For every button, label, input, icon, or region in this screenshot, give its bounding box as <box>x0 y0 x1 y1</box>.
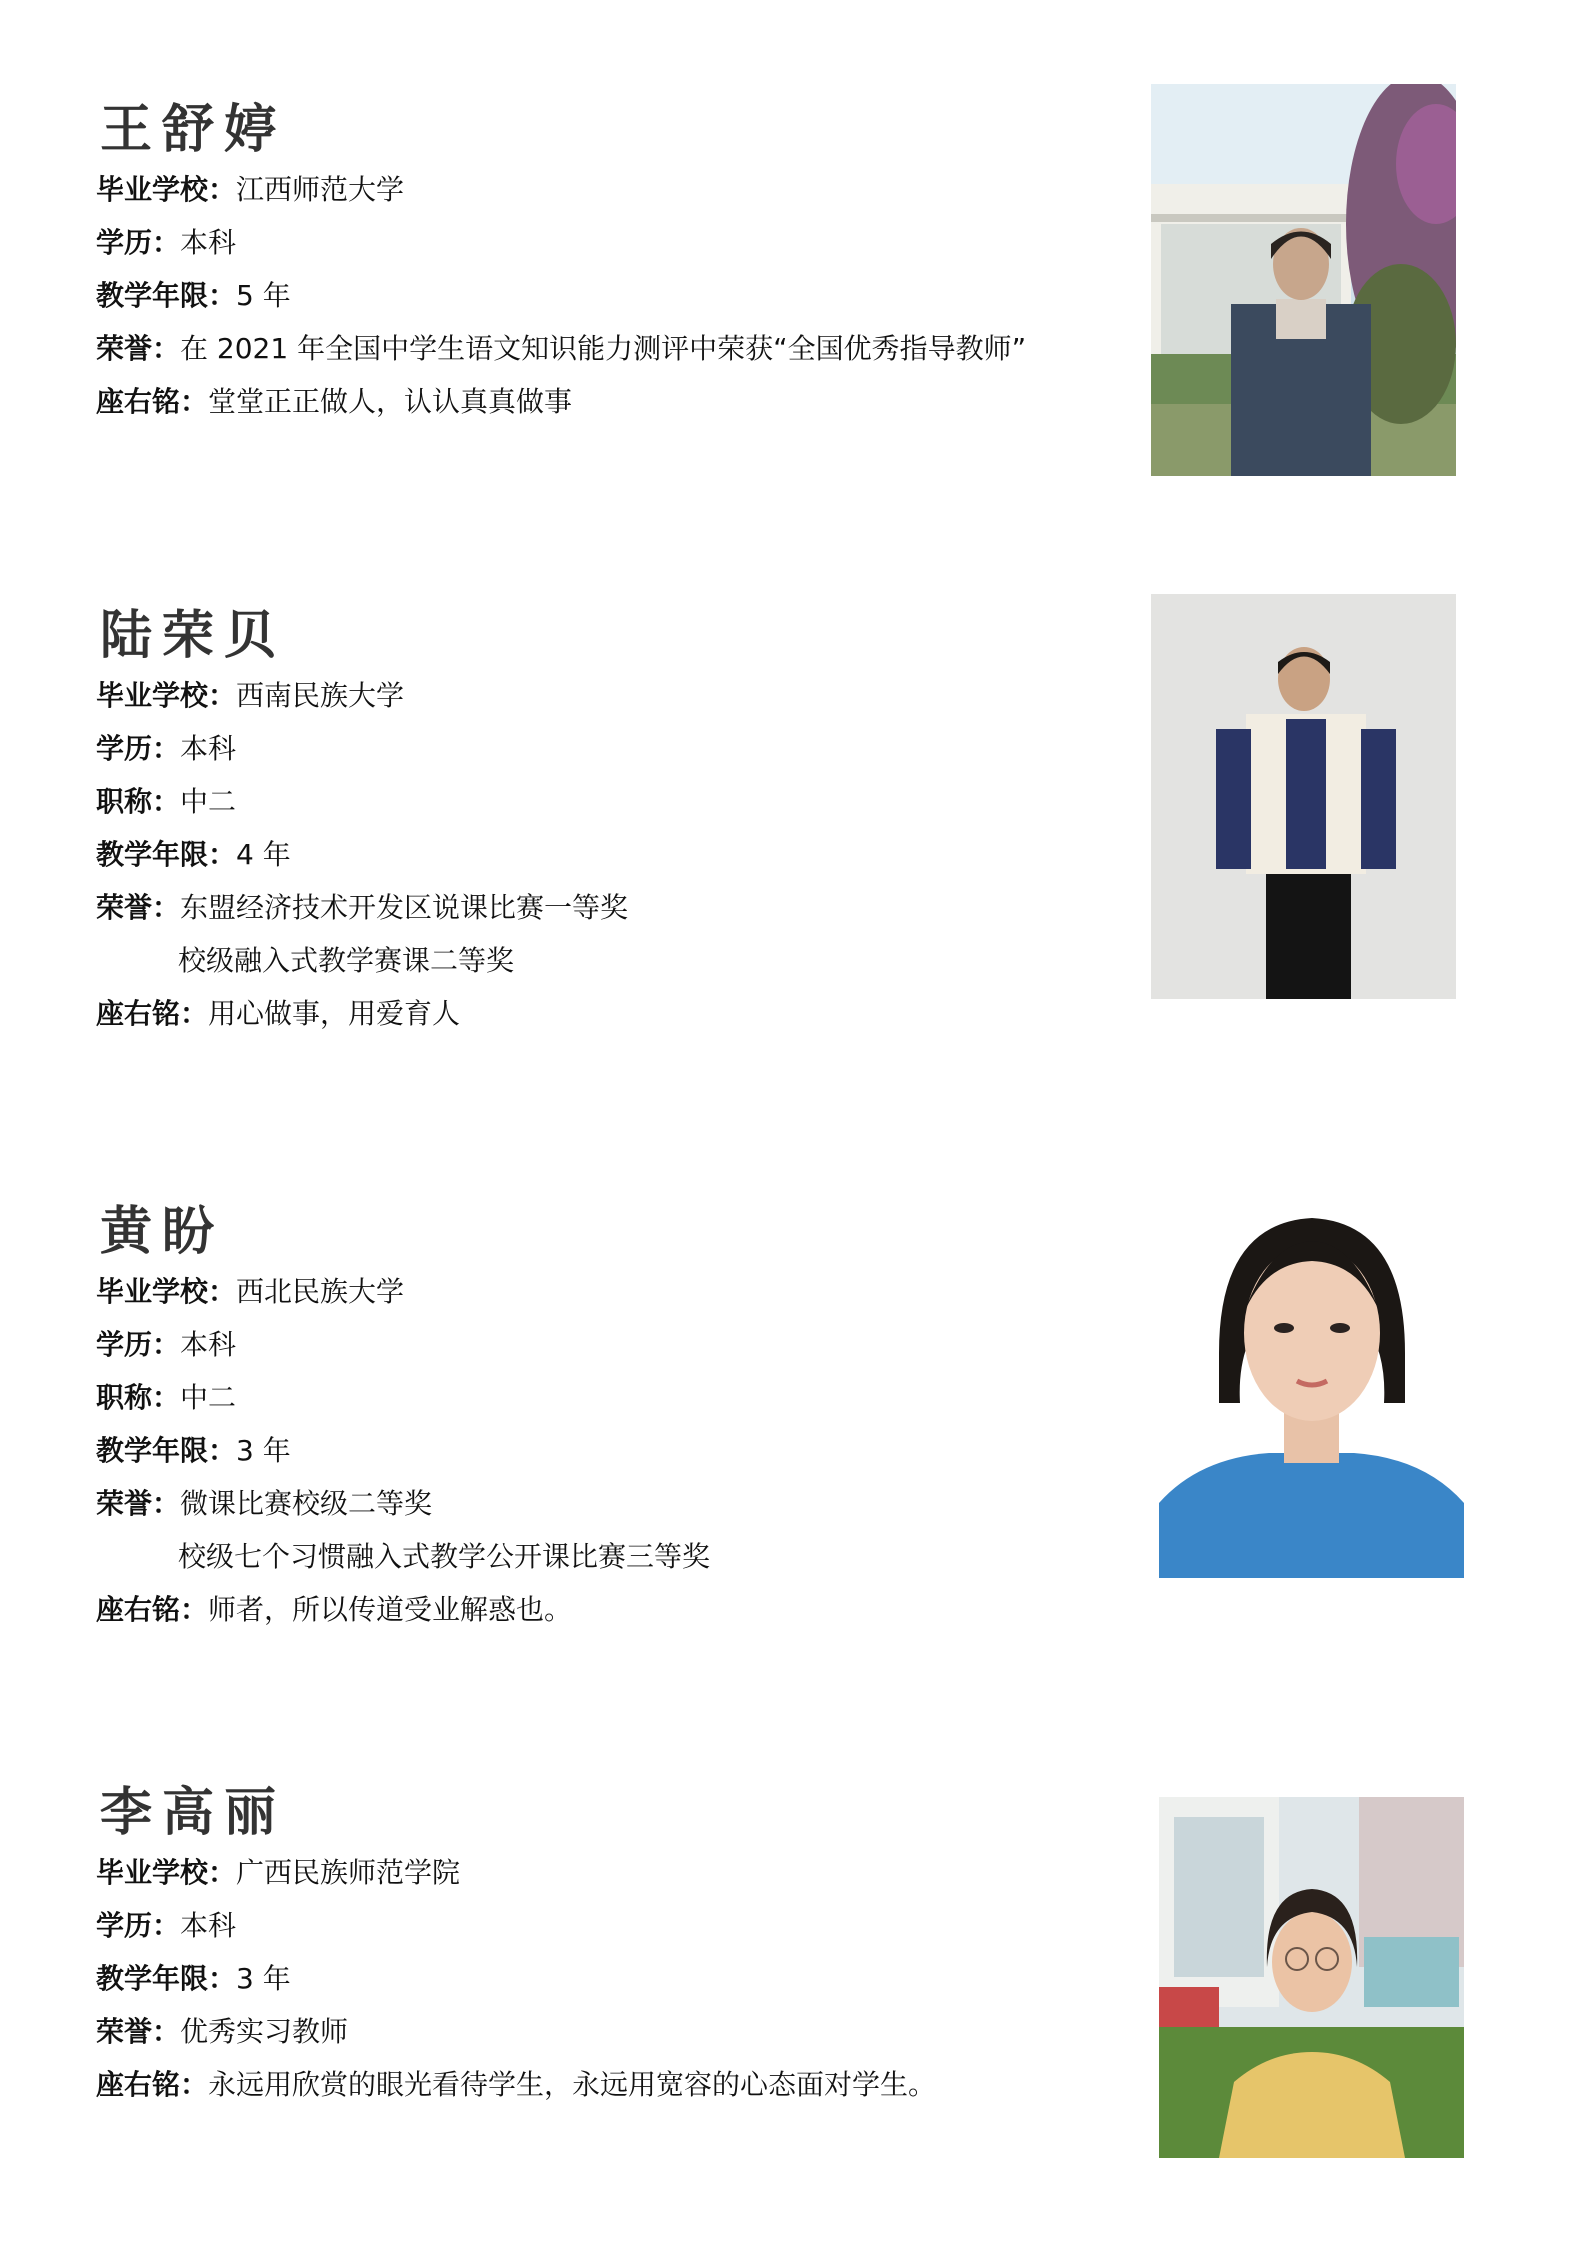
info-row-school: 毕业学校：广西民族师范学院 <box>96 1856 461 1889</box>
teacher-name: 王舒婷 <box>100 99 287 160</box>
info-row-honors: 荣誉：优秀实习教师 <box>96 2015 349 2048</box>
info-row-motto: 座右铭：用心做事，用爱育人 <box>96 997 461 1030</box>
info-row-honors-continued: 校级融入式教学赛课二等奖 <box>178 944 515 977</box>
info-row-years: 教学年限：5 年 <box>96 279 291 312</box>
info-row-degree: 学历：本科 <box>96 732 237 765</box>
info-row-motto: 座右铭：堂堂正正做人，认认真真做事 <box>96 385 573 418</box>
teacher-info <box>96 172 1026 437</box>
info-row-school: 毕业学校：江西师范大学 <box>96 173 405 206</box>
info-row-motto: 座右铭：师者，所以传道受业解惑也。 <box>96 1593 573 1626</box>
teacher-name: 李高丽 <box>100 1782 287 1843</box>
teacher-photo <box>1151 594 1456 999</box>
teacher-info <box>96 678 628 1049</box>
info-row-school: 毕业学校：西北民族大学 <box>96 1275 405 1308</box>
info-row-years: 教学年限：4 年 <box>96 838 291 871</box>
info-row-title: 职称：中二 <box>96 1381 237 1414</box>
info-row-honors-continued: 校级七个习惯融入式教学公开课比赛三等奖 <box>178 1540 711 1573</box>
info-row-degree: 学历：本科 <box>96 1909 237 1942</box>
teacher-info <box>96 1855 936 2120</box>
info-row-honors: 荣誉：在 2021 年全国中学生语文知识能力测评中荣获“全国优秀指导教师” <box>96 332 1027 365</box>
info-row-years: 教学年限：3 年 <box>96 1962 291 1995</box>
info-row-degree: 学历：本科 <box>96 226 237 259</box>
teacher-info <box>96 1274 710 1645</box>
teacher-photo <box>1159 1203 1464 1578</box>
info-row-motto: 座右铭：永远用欣赏的眼光看待学生，永远用宽容的心态面对学生。 <box>96 2068 937 2101</box>
info-row-years: 教学年限：3 年 <box>96 1434 291 1467</box>
info-row-school: 毕业学校：西南民族大学 <box>96 679 405 712</box>
info-row-degree: 学历：本科 <box>96 1328 237 1361</box>
teacher-photo <box>1151 84 1456 476</box>
info-row-honors: 荣誉：东盟经济技术开发区说课比赛一等奖 <box>96 891 629 924</box>
teacher-name: 黄盼 <box>100 1201 225 1262</box>
teacher-photo <box>1159 1797 1464 2158</box>
teacher-name: 陆荣贝 <box>100 605 287 666</box>
info-row-honors: 荣誉：微课比赛校级二等奖 <box>96 1487 433 1520</box>
info-row-title: 职称：中二 <box>96 785 237 818</box>
